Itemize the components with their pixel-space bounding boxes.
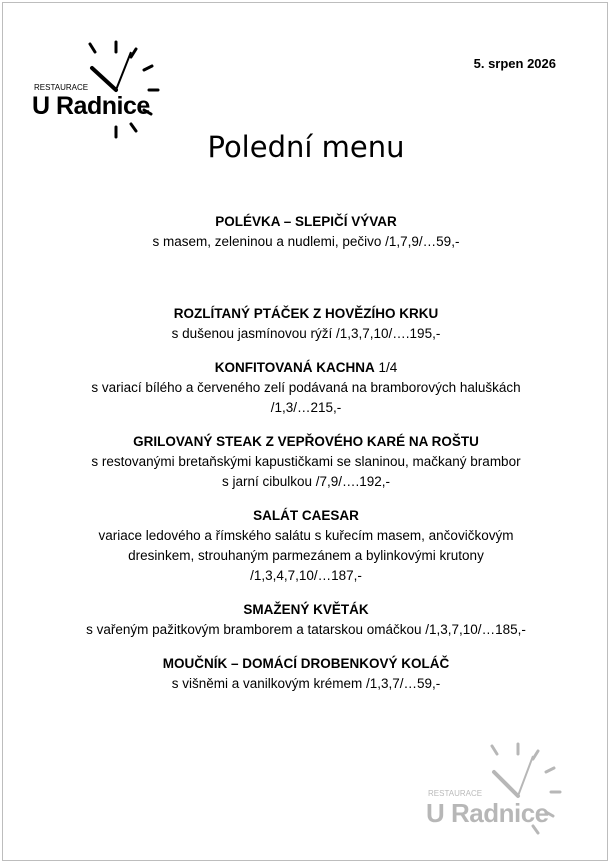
menu-item-desc: s masem, zeleninou a nudlemi, pečivo /1,7,9/…59,- [152, 234, 460, 249]
svg-text:U Radnice: U Radnice [426, 798, 549, 828]
menu-item-desc: s jarní cibulkou /7,9/….192,- [221, 474, 391, 489]
menu-item-dessert [40, 654, 572, 694]
menu-item-name: SMAŽENÝ KVĚTÁK [243, 602, 369, 617]
menu-item-cauliflower [40, 600, 572, 640]
menu-item-desc: s variací bílého a červeného zelí podávaná na bramborových haluškách [91, 380, 521, 395]
menu-item-desc: dresinkem, strouhaným parmezánem a bylinkovými krutony [128, 548, 484, 563]
menu-item-desc: s višněmi a vanilkovým krémem /1,3,7/…59,- [171, 676, 441, 691]
menu-item-desc: s vařeným pažitkovým bramborem a tatarskou omáčkou /1,3,7,10/…185,- [86, 622, 526, 637]
menu-item-name: KONFITOVANÁ KACHNA 1/4 [214, 360, 398, 375]
menu-date: 5. srpen 2026 [473, 56, 556, 71]
menu-item-name: GRILOVANÝ STEAK Z VEPŘOVÉHO KARÉ NA ROŠTU [133, 434, 479, 449]
menu-list [40, 212, 572, 708]
svg-text:RESTAURACE: RESTAURACE [428, 789, 483, 798]
menu-item-desc: s restovanými bretaňskými kapustičkami se slaninou, mačkaný brambor [91, 454, 521, 469]
menu-item-name: SALÁT CAESAR [253, 508, 359, 523]
menu-item-duck [40, 358, 572, 418]
menu-item-caesar [40, 506, 572, 586]
menu-item-desc: /1,3,4,7,10/…187,- [250, 568, 362, 583]
svg-text:U Radnice: U Radnice [32, 92, 150, 120]
menu-item-desc: /1,3/…215,- [270, 400, 342, 415]
menu-item-name: MOUČNÍK – DOMÁCÍ DROBENKOVÝ KOLÁČ [162, 656, 450, 671]
svg-text:RESTAURACE: RESTAURACE [34, 83, 89, 92]
menu-item-beef [40, 304, 572, 344]
menu-item-name: ROZLÍTANÝ PTÁČEK Z HOVĚZÍHO KRKU [173, 306, 439, 321]
page-title: Polední menu [207, 130, 405, 164]
restaurant-logo-watermark [420, 740, 580, 840]
menu-item-desc: variace ledového a římského salátu s kuřecím masem, ančovičkovým [98, 528, 514, 543]
menu-item-name: POLÉVKA – SLEPIČÍ VÝVAR [215, 214, 397, 229]
menu-item-soup [40, 212, 572, 252]
restaurant-logo [30, 38, 170, 144]
menu-item-steak [40, 432, 572, 492]
menu-item-desc: s dušenou jasmínovou rýží /1,3,7,10/….195,- [171, 326, 441, 341]
